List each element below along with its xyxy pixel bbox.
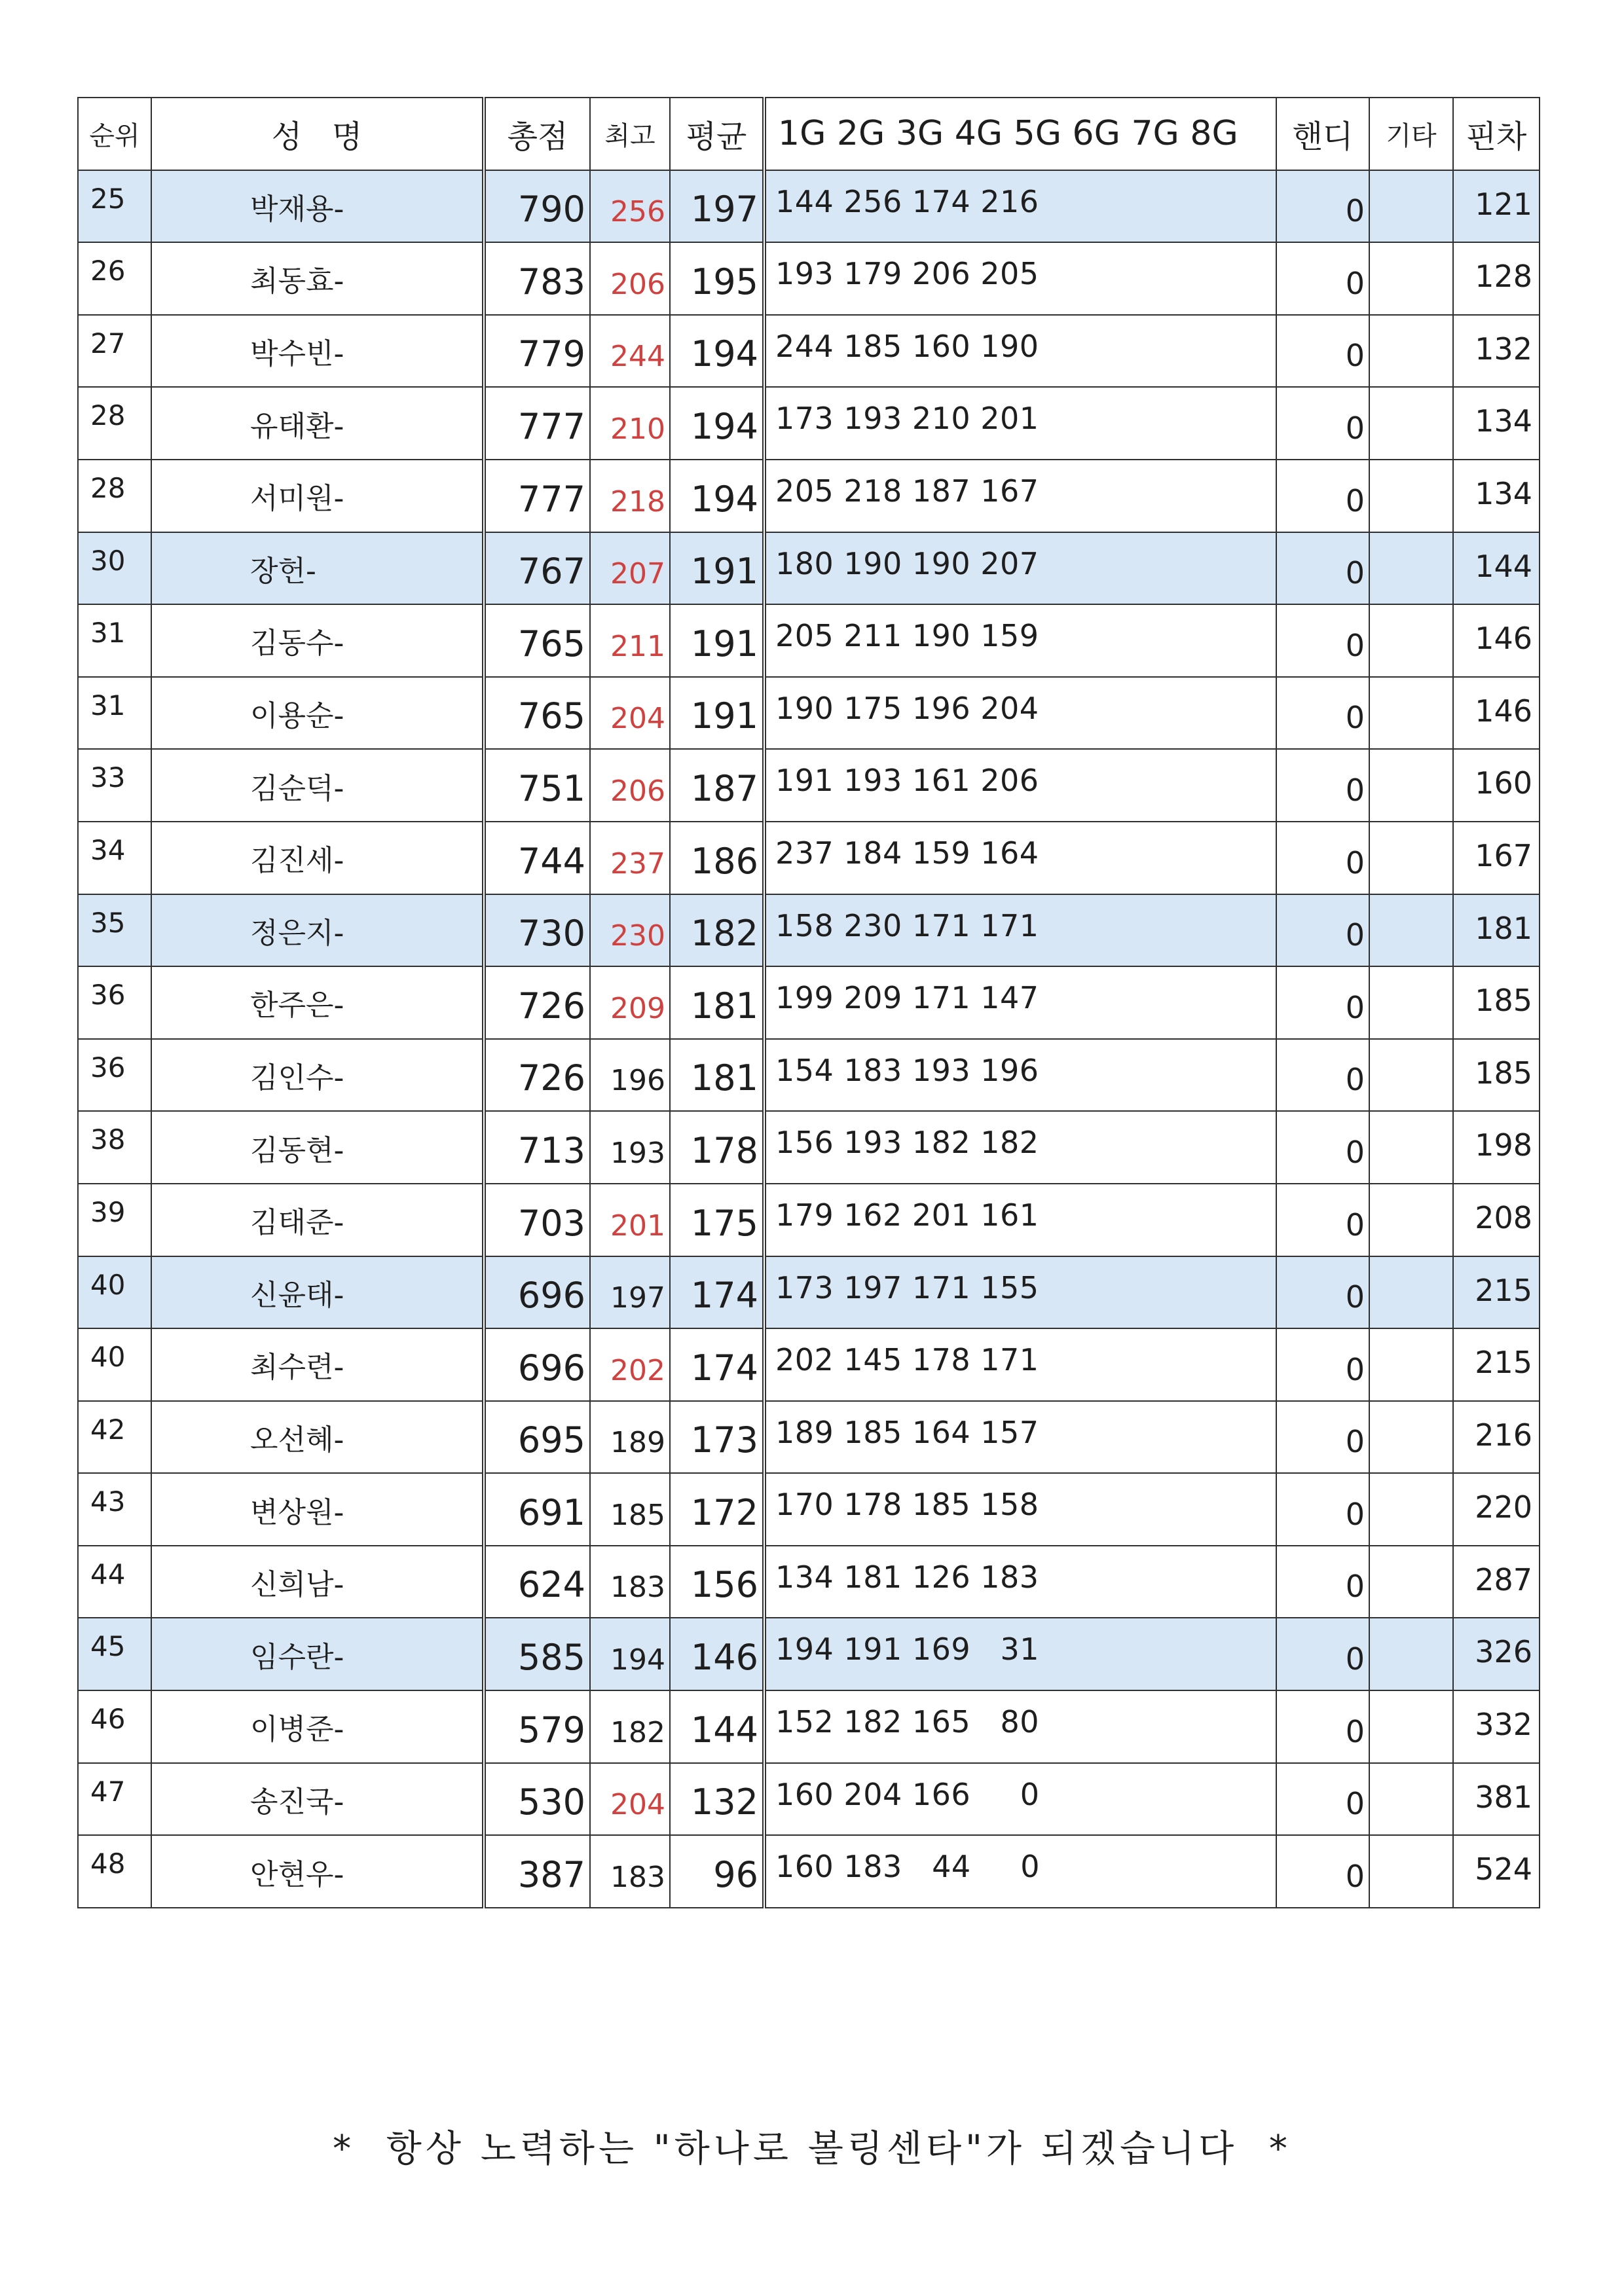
total-cell: 765 — [484, 677, 590, 750]
table-row — [78, 170, 1540, 243]
etc-cell — [1369, 532, 1453, 605]
avg-cell: 191 — [670, 604, 764, 677]
total-cell: 783 — [484, 242, 590, 315]
pin-cell: 326 — [1453, 1618, 1540, 1690]
name-cell: 박수빈- — [151, 315, 484, 388]
etc-cell — [1369, 1763, 1453, 1836]
rank-cell: 43 — [78, 1473, 151, 1546]
etc-cell — [1369, 677, 1453, 750]
rank-cell: 48 — [78, 1835, 151, 1908]
handi-cell: 0 — [1276, 1473, 1369, 1546]
pin-cell: 160 — [1453, 749, 1540, 822]
total-cell: 530 — [484, 1763, 590, 1836]
etc-cell — [1369, 1835, 1453, 1908]
high-cell: 204 — [590, 1763, 670, 1836]
etc-cell — [1369, 1328, 1453, 1401]
total-cell: 777 — [484, 460, 590, 532]
total-cell: 624 — [484, 1546, 590, 1618]
high-cell: 201 — [590, 1184, 670, 1256]
avg-cell: 175 — [670, 1184, 764, 1256]
handi-cell: 0 — [1276, 749, 1369, 822]
games-cell: 244 185 160 190 — [764, 315, 1276, 388]
handi-cell: 0 — [1276, 242, 1369, 315]
avg-cell: 96 — [670, 1835, 764, 1908]
table-row — [78, 1111, 1540, 1184]
rank-cell: 44 — [78, 1546, 151, 1618]
table-row — [78, 242, 1540, 315]
etc-cell — [1369, 1256, 1453, 1329]
table-row — [78, 315, 1540, 388]
header-avg: 평균 — [670, 98, 764, 170]
avg-cell: 182 — [670, 894, 764, 967]
total-cell: 730 — [484, 894, 590, 967]
high-cell: 237 — [590, 822, 670, 894]
handi-cell: 0 — [1276, 1039, 1369, 1112]
games-cell: 158 230 171 171 — [764, 894, 1276, 967]
etc-cell — [1369, 894, 1453, 967]
pin-cell: 146 — [1453, 677, 1540, 750]
etc-cell — [1369, 1184, 1453, 1256]
footer-slogan: * 항상 노력하는 "하나로 볼링센타"가 되겠습니다 * — [333, 2128, 1291, 2170]
rank-cell: 36 — [78, 1039, 151, 1112]
high-cell: 206 — [590, 749, 670, 822]
table-row — [78, 1473, 1540, 1546]
total-cell: 387 — [484, 1835, 590, 1908]
avg-cell: 173 — [670, 1401, 764, 1474]
rank-cell: 27 — [78, 315, 151, 388]
handi-cell: 0 — [1276, 1401, 1369, 1474]
high-cell: 185 — [590, 1473, 670, 1546]
name-cell: 김인수- — [151, 1039, 484, 1112]
avg-cell: 191 — [670, 532, 764, 605]
games-cell: 194 191 169 31 — [764, 1618, 1276, 1690]
games-cell: 173 193 210 201 — [764, 387, 1276, 460]
pin-cell: 144 — [1453, 532, 1540, 605]
pin-cell: 216 — [1453, 1401, 1540, 1474]
total-cell: 777 — [484, 387, 590, 460]
rank-cell: 31 — [78, 604, 151, 677]
total-cell: 767 — [484, 532, 590, 605]
pin-cell: 198 — [1453, 1111, 1540, 1184]
rank-cell: 25 — [78, 170, 151, 243]
games-cell: 144 256 174 216 — [764, 170, 1276, 243]
rank-cell: 34 — [78, 822, 151, 894]
games-cell: 189 185 164 157 — [764, 1401, 1276, 1474]
table-row — [78, 894, 1540, 967]
high-cell: 194 — [590, 1618, 670, 1690]
header-pin: 핀차 — [1453, 98, 1540, 170]
total-cell: 790 — [484, 170, 590, 243]
total-cell: 579 — [484, 1690, 590, 1763]
etc-cell — [1369, 1401, 1453, 1474]
avg-cell: 194 — [670, 315, 764, 388]
table-row — [78, 1690, 1540, 1763]
rank-cell: 45 — [78, 1618, 151, 1690]
rank-cell: 30 — [78, 532, 151, 605]
games-cell: 191 193 161 206 — [764, 749, 1276, 822]
name-cell: 임수란- — [151, 1618, 484, 1690]
games-cell: 173 197 171 155 — [764, 1256, 1276, 1329]
pin-cell: 215 — [1453, 1328, 1540, 1401]
handi-cell: 0 — [1276, 604, 1369, 677]
rank-cell: 46 — [78, 1690, 151, 1763]
name-cell: 이용순- — [151, 677, 484, 750]
handi-cell: 0 — [1276, 1690, 1369, 1763]
games-cell: 180 190 190 207 — [764, 532, 1276, 605]
high-cell: 256 — [590, 170, 670, 243]
table-row — [78, 1256, 1540, 1329]
name-cell: 최수련- — [151, 1328, 484, 1401]
handi-cell: 0 — [1276, 1763, 1369, 1836]
total-cell: 726 — [484, 1039, 590, 1112]
games-cell: 205 218 187 167 — [764, 460, 1276, 532]
pin-cell: 146 — [1453, 604, 1540, 677]
handi-cell: 0 — [1276, 677, 1369, 750]
handi-cell: 0 — [1276, 1546, 1369, 1618]
rank-cell: 28 — [78, 460, 151, 532]
high-cell: 211 — [590, 604, 670, 677]
avg-cell: 146 — [670, 1618, 764, 1690]
name-cell: 서미원- — [151, 460, 484, 532]
high-cell: 210 — [590, 387, 670, 460]
rank-cell: 47 — [78, 1763, 151, 1836]
pin-cell: 524 — [1453, 1835, 1540, 1908]
header-games: 1G 2G 3G 4G 5G 6G 7G 8G — [764, 98, 1276, 170]
avg-cell: 172 — [670, 1473, 764, 1546]
header-etc: 기타 — [1369, 98, 1453, 170]
etc-cell — [1369, 1039, 1453, 1112]
name-cell: 최동효- — [151, 242, 484, 315]
rank-cell: 38 — [78, 1111, 151, 1184]
avg-cell: 178 — [670, 1111, 764, 1184]
avg-cell: 174 — [670, 1328, 764, 1401]
pin-cell: 185 — [1453, 966, 1540, 1039]
pin-cell: 220 — [1453, 1473, 1540, 1546]
handi-cell: 0 — [1276, 1256, 1369, 1329]
etc-cell — [1369, 749, 1453, 822]
high-cell: 196 — [590, 1039, 670, 1112]
score-table — [77, 97, 1540, 1908]
etc-cell — [1369, 1111, 1453, 1184]
etc-cell — [1369, 1618, 1453, 1690]
games-cell: 154 183 193 196 — [764, 1039, 1276, 1112]
header-handi: 핸디 — [1276, 98, 1369, 170]
high-cell: 182 — [590, 1690, 670, 1763]
name-cell: 김동수- — [151, 604, 484, 677]
high-cell: 197 — [590, 1256, 670, 1329]
total-cell: 695 — [484, 1401, 590, 1474]
header-name: 성 명 — [151, 98, 484, 170]
table-row — [78, 1328, 1540, 1401]
total-cell: 726 — [484, 966, 590, 1039]
avg-cell: 191 — [670, 677, 764, 750]
name-cell: 변상원- — [151, 1473, 484, 1546]
table-header — [78, 98, 1540, 170]
table-row — [78, 1401, 1540, 1474]
name-cell: 한주은- — [151, 966, 484, 1039]
table-row — [78, 460, 1540, 532]
total-cell: 751 — [484, 749, 590, 822]
total-cell: 703 — [484, 1184, 590, 1256]
handi-cell: 0 — [1276, 1111, 1369, 1184]
etc-cell — [1369, 242, 1453, 315]
total-cell: 691 — [484, 1473, 590, 1546]
avg-cell: 132 — [670, 1763, 764, 1836]
avg-cell: 181 — [670, 966, 764, 1039]
name-cell: 정은지- — [151, 894, 484, 967]
high-cell: 183 — [590, 1835, 670, 1908]
name-cell: 장헌- — [151, 532, 484, 605]
etc-cell — [1369, 170, 1453, 243]
table-row — [78, 1835, 1540, 1908]
total-cell: 779 — [484, 315, 590, 388]
high-cell: 218 — [590, 460, 670, 532]
pin-cell: 287 — [1453, 1546, 1540, 1618]
total-cell: 713 — [484, 1111, 590, 1184]
header-rank: 순위 — [78, 98, 151, 170]
rank-cell: 28 — [78, 387, 151, 460]
games-cell: 160 183 44 0 — [764, 1835, 1276, 1908]
pin-cell: 132 — [1453, 315, 1540, 388]
rank-cell: 40 — [78, 1328, 151, 1401]
name-cell: 김동현- — [151, 1111, 484, 1184]
games-cell: 199 209 171 147 — [764, 966, 1276, 1039]
table-row — [78, 1039, 1540, 1112]
name-cell: 안현우- — [151, 1835, 484, 1908]
table-row — [78, 822, 1540, 894]
total-cell: 696 — [484, 1256, 590, 1329]
name-cell: 박재용- — [151, 170, 484, 243]
etc-cell — [1369, 387, 1453, 460]
high-cell: 189 — [590, 1401, 670, 1474]
high-cell: 193 — [590, 1111, 670, 1184]
handi-cell: 0 — [1276, 532, 1369, 605]
high-cell: 183 — [590, 1546, 670, 1618]
header-high: 최고 — [590, 98, 670, 170]
name-cell: 오선혜- — [151, 1401, 484, 1474]
pin-cell: 181 — [1453, 894, 1540, 967]
high-cell: 209 — [590, 966, 670, 1039]
high-cell: 244 — [590, 315, 670, 388]
games-cell: 237 184 159 164 — [764, 822, 1276, 894]
games-cell: 160 204 166 0 — [764, 1763, 1276, 1836]
games-cell: 134 181 126 183 — [764, 1546, 1276, 1618]
rank-cell: 36 — [78, 966, 151, 1039]
table-row — [78, 677, 1540, 750]
rank-cell: 39 — [78, 1184, 151, 1256]
high-cell: 204 — [590, 677, 670, 750]
handi-cell: 0 — [1276, 822, 1369, 894]
etc-cell — [1369, 604, 1453, 677]
table-row — [78, 1618, 1540, 1690]
etc-cell — [1369, 460, 1453, 532]
avg-cell: 186 — [670, 822, 764, 894]
handi-cell: 0 — [1276, 170, 1369, 243]
handi-cell: 0 — [1276, 387, 1369, 460]
pin-cell: 128 — [1453, 242, 1540, 315]
games-cell: 190 175 196 204 — [764, 677, 1276, 750]
handi-cell: 0 — [1276, 894, 1369, 967]
table-row — [78, 1763, 1540, 1836]
avg-cell: 156 — [670, 1546, 764, 1618]
name-cell: 김태준- — [151, 1184, 484, 1256]
table-row — [78, 604, 1540, 677]
table-row — [78, 1546, 1540, 1618]
name-cell: 신희남- — [151, 1546, 484, 1618]
rank-cell: 26 — [78, 242, 151, 315]
name-cell: 신윤태- — [151, 1256, 484, 1329]
pin-cell: 134 — [1453, 460, 1540, 532]
handi-cell: 0 — [1276, 1184, 1369, 1256]
total-cell: 765 — [484, 604, 590, 677]
header-total: 총점 — [484, 98, 590, 170]
high-cell: 230 — [590, 894, 670, 967]
table-row — [78, 1184, 1540, 1256]
handi-cell: 0 — [1276, 966, 1369, 1039]
games-cell: 170 178 185 158 — [764, 1473, 1276, 1546]
avg-cell: 174 — [670, 1256, 764, 1329]
name-cell: 김순덕- — [151, 749, 484, 822]
pin-cell: 381 — [1453, 1763, 1540, 1836]
etc-cell — [1369, 966, 1453, 1039]
rank-cell: 31 — [78, 677, 151, 750]
table-row — [78, 749, 1540, 822]
games-cell: 152 182 165 80 — [764, 1690, 1276, 1763]
pin-cell: 185 — [1453, 1039, 1540, 1112]
etc-cell — [1369, 1473, 1453, 1546]
avg-cell: 181 — [670, 1039, 764, 1112]
rank-cell: 33 — [78, 749, 151, 822]
pin-cell: 215 — [1453, 1256, 1540, 1329]
handi-cell: 0 — [1276, 1618, 1369, 1690]
name-cell: 이병준- — [151, 1690, 484, 1763]
rank-cell: 40 — [78, 1256, 151, 1329]
avg-cell: 194 — [670, 387, 764, 460]
games-cell: 202 145 178 171 — [764, 1328, 1276, 1401]
games-cell: 179 162 201 161 — [764, 1184, 1276, 1256]
handi-cell: 0 — [1276, 1835, 1369, 1908]
pin-cell: 167 — [1453, 822, 1540, 894]
etc-cell — [1369, 1546, 1453, 1618]
name-cell: 유태환- — [151, 387, 484, 460]
rank-cell: 35 — [78, 894, 151, 967]
handi-cell: 0 — [1276, 315, 1369, 388]
total-cell: 696 — [484, 1328, 590, 1401]
table-row — [78, 532, 1540, 605]
total-cell: 585 — [484, 1618, 590, 1690]
name-cell: 송진국- — [151, 1763, 484, 1836]
high-cell: 206 — [590, 242, 670, 315]
table-row — [78, 966, 1540, 1039]
rank-cell: 42 — [78, 1401, 151, 1474]
etc-cell — [1369, 822, 1453, 894]
total-cell: 744 — [484, 822, 590, 894]
pin-cell: 208 — [1453, 1184, 1540, 1256]
handi-cell: 0 — [1276, 460, 1369, 532]
games-cell: 193 179 206 205 — [764, 242, 1276, 315]
table-row — [78, 387, 1540, 460]
games-cell: 205 211 190 159 — [764, 604, 1276, 677]
avg-cell: 144 — [670, 1690, 764, 1763]
avg-cell: 187 — [670, 749, 764, 822]
games-cell: 156 193 182 182 — [764, 1111, 1276, 1184]
high-cell: 207 — [590, 532, 670, 605]
name-cell: 김진세- — [151, 822, 484, 894]
high-cell: 202 — [590, 1328, 670, 1401]
pin-cell: 332 — [1453, 1690, 1540, 1763]
avg-cell: 195 — [670, 242, 764, 315]
etc-cell — [1369, 1690, 1453, 1763]
avg-cell: 194 — [670, 460, 764, 532]
pin-cell: 134 — [1453, 387, 1540, 460]
pin-cell: 121 — [1453, 170, 1540, 243]
avg-cell: 197 — [670, 170, 764, 243]
handi-cell: 0 — [1276, 1328, 1369, 1401]
etc-cell — [1369, 315, 1453, 388]
